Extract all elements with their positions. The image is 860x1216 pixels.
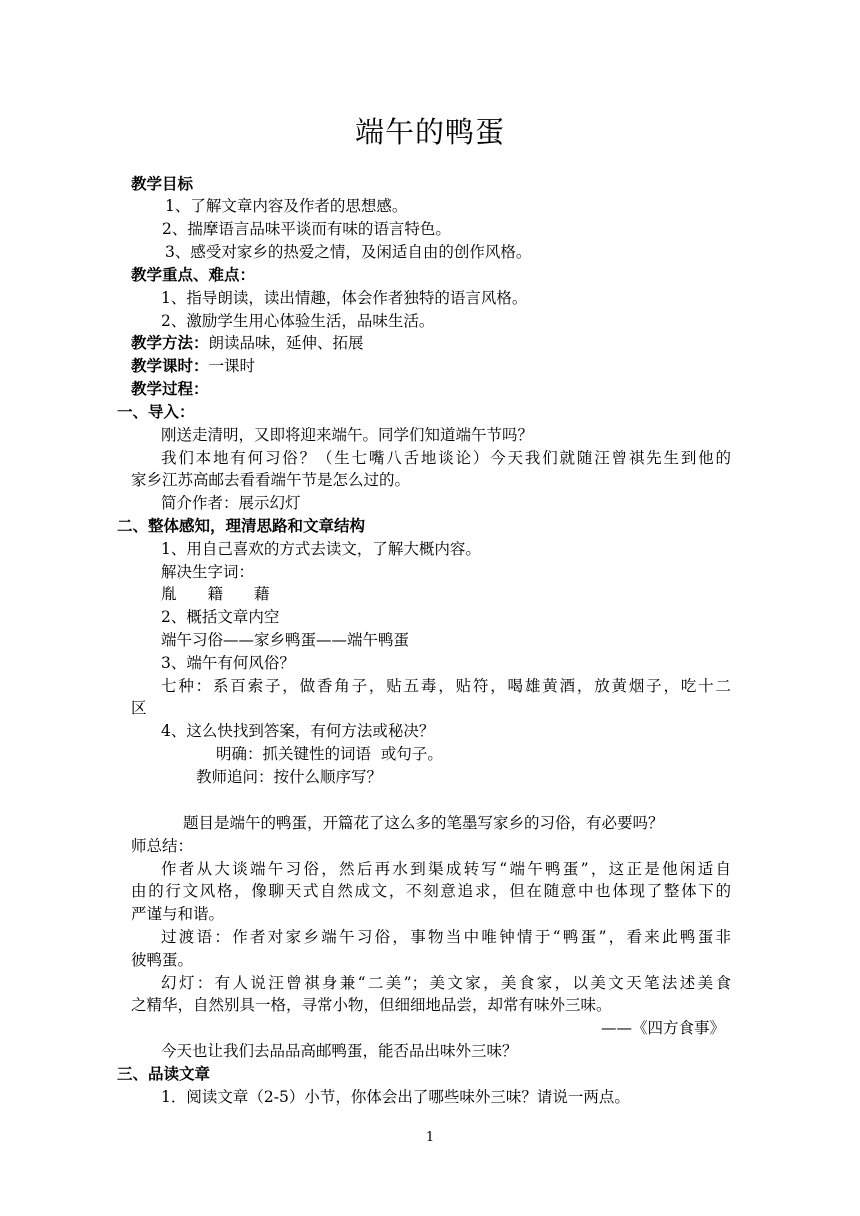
- paragraph-line: 今天也让我们去品品高邮鸭蛋，能否品出味外三味？: [161, 1042, 518, 1060]
- paragraph-line: 严谨与和谐。: [131, 905, 225, 923]
- key-point-1: 1、指导朗读，读出情趣，体会作者独特的语言风格。: [161, 289, 528, 307]
- teaching-hours-value: 一课时: [208, 357, 256, 375]
- paragraph-line: 家乡江苏高邮去看看端午节是怎么过的。: [131, 471, 411, 489]
- paragraph-line: 解决生字词：: [161, 563, 255, 581]
- paragraph-line: 端午习俗——家乡鸭蛋——端午鸭蛋: [161, 631, 410, 649]
- paragraph-line: 1．阅读文章（2-5）小节，你体会出了哪些味外三味？请说一两点。: [161, 1088, 630, 1106]
- paragraph-line: 明确：抓关键性的词语 或句子。: [216, 745, 443, 763]
- paragraph-line: 2、概括文章内空: [161, 608, 280, 626]
- teaching-hours-label: 教学课时：: [131, 357, 209, 375]
- heading-teaching-goals: 教学目标: [131, 175, 194, 193]
- paragraph-line: 区: [131, 699, 147, 717]
- paragraph-line: 幻灯：有人说汪曾祺身兼“二美”；美文家，美食家，以美文天笔法述美食: [161, 974, 731, 992]
- paragraph-line: 由的行文风格，像聊天式自然成文，不刻意追求，但在随意中也体现了整体下的: [131, 882, 731, 900]
- paragraph-line: 作者从大谈端午习俗，然后再水到渠成转写“端午鸭蛋”，这正是他闲适自: [161, 860, 731, 878]
- paragraph-line: 教师追问：按什么顺序写？: [196, 768, 383, 786]
- paragraph-line: 师总结：: [131, 837, 194, 855]
- quote-source: ——《四方食事》: [600, 1019, 725, 1037]
- page-title: 端午的鸭蛋: [354, 115, 505, 149]
- heading-teaching-process: 教学过程：: [131, 380, 209, 398]
- paragraph-line: 胤 籍 藉: [161, 585, 270, 603]
- paragraph-line: 题目是端午的鸭蛋，开篇花了这么多的笔墨写家乡的习俗，有必要吗？: [183, 814, 664, 832]
- goal-item-2: 2、揣摩语言品味平谈而有味的语言特色。: [162, 220, 451, 238]
- paragraph-line: 七种：系百索子，做香角子，贴五毒，贴符，喝雄黄酒，放黄烟子，吃十二: [161, 677, 731, 695]
- paragraph-line: 4、这么快找到答案，有何方法或秘决？: [161, 722, 435, 740]
- page-number: 1: [425, 1130, 435, 1145]
- goal-item-1: 1、了解文章内容及作者的思想感。: [165, 197, 408, 215]
- teaching-method-label: 教学方法：: [131, 334, 209, 352]
- paragraph-line: 简介作者：展示幻灯: [161, 494, 301, 512]
- goal-item-3: 3、感受对家乡的热爱之情，及闲适自由的创作风格。: [165, 243, 532, 261]
- section-1-heading: 一、导入：: [117, 403, 195, 421]
- teaching-method-value: 朗读品味，延伸、拓展: [208, 334, 364, 352]
- paragraph-line: 彼鸭蛋。: [131, 951, 194, 969]
- heading-key-points: 教学重点、难点：: [131, 266, 256, 284]
- teaching-hours: [131, 355, 731, 377]
- teaching-method: [131, 332, 731, 354]
- paragraph-line: 刚送走清明，又即将迎来端午。同学们知道端午节吗？: [161, 426, 534, 444]
- paragraph-line: 过渡语：作者对家乡端午习俗，事物当中唯钟情于“鸭蛋”，看来此鸭蛋非: [161, 928, 731, 946]
- paragraph-line: 3、端午有何风俗？: [161, 654, 295, 672]
- section-3-heading: 三、品读文章: [117, 1065, 211, 1083]
- paragraph-line: 1、用自己喜欢的方式去读文，了解大概内容。: [161, 540, 481, 558]
- key-point-2: 2、激励学生用心体验生活，品味生活。: [161, 312, 435, 330]
- paragraph-line: 我们本地有何习俗？（生七嘴八舌地谈论）今天我们就随汪曾祺先生到他的: [161, 449, 731, 467]
- section-2-heading: 二、整体感知，理清思路和文章结构: [117, 517, 366, 535]
- paragraph-line: 之精华，自然别具一格，寻常小物，但细细地品尝，却常有味外三味。: [131, 996, 612, 1014]
